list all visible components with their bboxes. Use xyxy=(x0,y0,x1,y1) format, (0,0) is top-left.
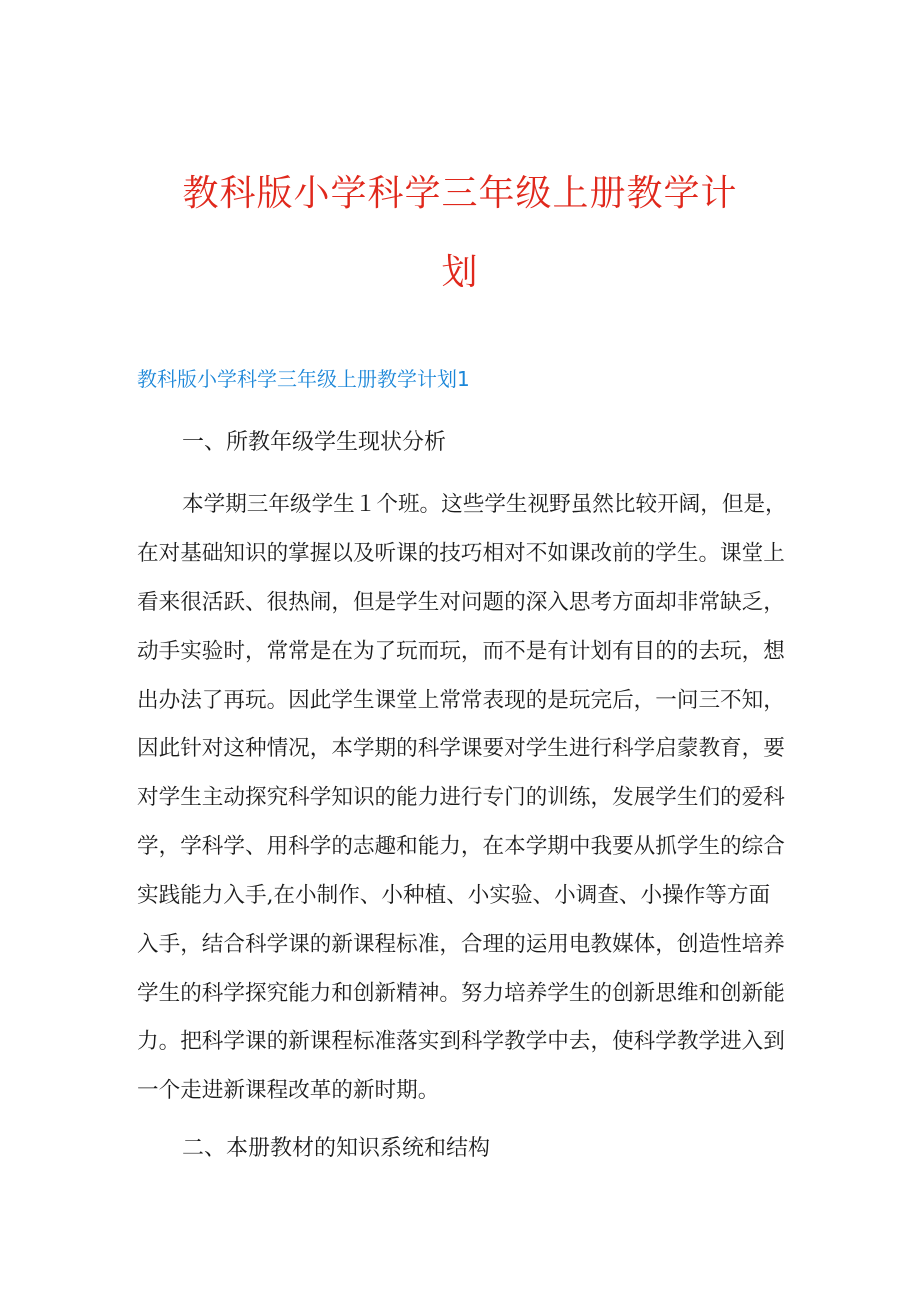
body-line: 对学生主动探究科学知识的能力进行专门的训练，发展学生们的爱科 xyxy=(137,785,785,810)
body-line: 学生的科学探究能力和创新精神。努力培养学生的创新思维和创新能 xyxy=(137,981,785,1006)
body-line: 一个走进新课程改革的新时期。 xyxy=(137,1078,440,1103)
document-title-line-2: 划 xyxy=(441,252,479,293)
body-line: 力。把科学课的新课程标准落实到科学教学中去，使科学教学进入到 xyxy=(137,1029,785,1054)
body-line: 看来很活跃、很热闹，但是学生对问题的深入思考方面却非常缺乏， xyxy=(137,590,785,615)
document-title-line-1: 教科版小学科学三年级上册教学计 xyxy=(182,173,738,214)
body-line: 因此针对这种情况，本学期的科学课要对学生进行科学启蒙教育，要 xyxy=(137,736,785,761)
body-line: 入手，结合科学课的新课程标准，合理的运用电教媒体，创造性培养 xyxy=(137,932,785,957)
plan-subtitle: 教科版小学科学三年级上册教学计划1 xyxy=(137,367,470,391)
section-1-heading: 一、所教年级学生现状分析 xyxy=(182,430,447,455)
section-2-heading: 二、本册教材的知识系统和结构 xyxy=(182,1136,491,1161)
body-line: 学，学科学、用科学的志趣和能力，在本学期中我要从抓学生的综合 xyxy=(137,834,785,859)
body-line: 在对基础知识的掌握以及听课的技巧相对不如课改前的学生。课堂上 xyxy=(137,541,785,566)
body-line: 出办法了再玩。因此学生课堂上常常表现的是玩完后，一问三不知， xyxy=(137,688,785,713)
body-line: 实践能力入手,在小制作、小种植、小实验、小调查、小操作等方面 xyxy=(137,883,771,908)
body-line: 本学期三年级学生１个班。这些学生视野虽然比较开阔，但是， xyxy=(182,492,787,517)
body-line: 动手实验时，常常是在为了玩而玩，而不是有计划有目的的去玩，想 xyxy=(137,639,785,664)
